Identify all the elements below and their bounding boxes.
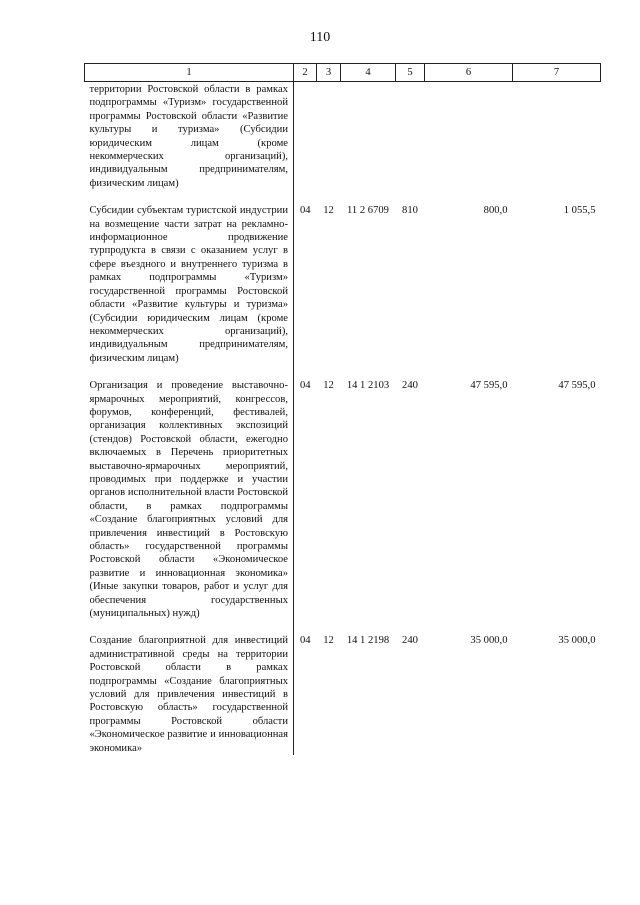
table-row <box>85 82 601 205</box>
row-target-article: 14 1 2198 <box>346 635 390 647</box>
row-sum-year-1: 47 595,0 <box>470 380 508 392</box>
row-expense-type: 240 <box>402 635 418 647</box>
row-ministry-code: 04 <box>299 205 311 217</box>
row-section-code: 12 <box>323 380 334 392</box>
row-expense-type <box>396 82 425 205</box>
column-header: 3 <box>317 64 341 82</box>
row-sum-year-1 <box>425 82 513 205</box>
row-description: Субсидии субъектам туристской индустрии на возмещение части затрат на рекламно-информационное продвижение турпродукта в связи с оказанием услуг в сфере въездного и внутреннего туризма в рамках подпрограммы «Туризм» государственной программы Ростовской области «Развитие культуры и туризма» (Субсидии юридическим лицам (кроме некоммерческих организаций), индивидуальным предпринимателям, физическим лицам) <box>85 204 294 379</box>
row-description: Организация и проведение выставочно-ярмарочных мероприятий, конгрессов, форумов, конференций, фестивалей, организация коллективных экспозиций (стендов) Ростовской области, ежегодно включаемых в Перечень приоритетных выставочно-ярмарочных мероприятий, проводимых при поддержке и участии органов исполнительной власти Ростовской области, в рамках подпрограммы «Создание благоприятных условий для привлечения инвестиций в Ростовскую область» государственной программы Ростовской области «Экономическое развитие и инновационная экономика» (Иные закупки товаров, работ и услуг для обеспечения государственных (муниципальных) нужд) <box>85 379 294 634</box>
column-header: 1 <box>85 64 294 82</box>
row-target-article: 14 1 2103 <box>346 380 390 392</box>
row-sum-year-2: 1 055,5 <box>563 205 596 217</box>
column-header: 5 <box>396 64 425 82</box>
budget-table <box>84 63 601 755</box>
column-header: 2 <box>294 64 317 82</box>
row-ministry-code: 04 <box>299 380 311 392</box>
row-expense-type: 810 <box>402 205 418 217</box>
row-expense-type: 240 <box>402 380 418 392</box>
table-row <box>85 634 601 755</box>
row-target-article: 11 2 6709 <box>347 205 389 217</box>
row-ministry-code <box>294 82 317 205</box>
table-header-row <box>85 64 601 82</box>
row-sum-year-2 <box>513 82 601 205</box>
row-section-code: 12 <box>323 205 334 217</box>
row-target-article <box>341 82 396 205</box>
row-sum-year-1: 800,0 <box>483 205 508 217</box>
row-sum-year-1: 35 000,0 <box>470 635 508 647</box>
column-header: 4 <box>341 64 396 82</box>
row-sum-year-2: 35 000,0 <box>558 635 596 647</box>
row-description: территории Ростовской области в рамках подпрограммы «Туризм» государственной программы Ростовской области «Развитие культуры и туризма» (Субсидии юридическим лицам (кроме некоммерческих организаций), индивидуальным предпринимателям, физическим лицам) <box>85 82 294 205</box>
row-description: Создание благоприятной для инвестиций административной среды на территории Ростовской области в рамках подпрограммы «Создание благоприятных условий для привлечения инвестиций в Ростовскую область» государственной программы Ростовской области «Экономическое развитие и инновационная экономика» <box>85 634 294 755</box>
column-header: 6 <box>425 64 513 82</box>
page-number: 110 <box>309 30 331 45</box>
row-ministry-code: 04 <box>299 635 311 647</box>
row-sum-year-2: 47 595,0 <box>558 380 596 392</box>
table-row <box>85 204 601 379</box>
row-section-code <box>317 82 341 205</box>
row-section-code: 12 <box>323 635 334 647</box>
column-header: 7 <box>513 64 601 82</box>
table-row <box>85 379 601 634</box>
